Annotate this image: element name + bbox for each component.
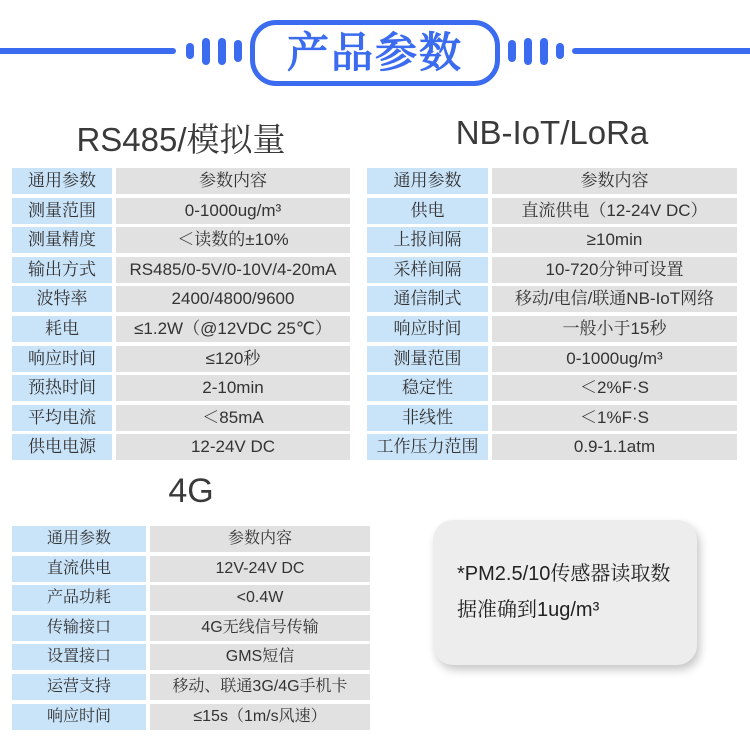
param-value: 一般小于15秒 — [492, 316, 737, 342]
signal-bar — [186, 43, 194, 59]
table-row — [12, 346, 350, 372]
table-row — [12, 585, 370, 611]
param-label: 设置接口 — [12, 644, 146, 670]
param-label: 运营支持 — [12, 674, 146, 700]
param-value: ＜读数的±10% — [116, 227, 350, 253]
param-label: 稳定性 — [367, 375, 488, 401]
signal-bars-left-icon — [186, 37, 242, 65]
table-row — [367, 168, 737, 194]
param-value: RS485/0-5V/0-10V/4-20mA — [116, 257, 350, 283]
section-title-nbiot-lora: NB-IoT/LoRa — [455, 114, 649, 151]
param-label: 预热时间 — [12, 375, 112, 401]
param-value: 参数内容 — [150, 526, 370, 552]
param-value: 2400/4800/9600 — [116, 286, 350, 312]
signal-bar — [508, 40, 516, 62]
table-row — [367, 227, 737, 253]
4g-spec-table — [12, 526, 370, 733]
param-value: 参数内容 — [116, 168, 350, 194]
banner-line-right — [572, 48, 750, 54]
param-value: 2-10min — [116, 375, 350, 401]
param-label: 通用参数 — [12, 168, 112, 194]
table-row — [12, 556, 370, 582]
table-row — [12, 198, 350, 224]
banner-line-left — [0, 48, 176, 54]
section-title-4g: 4G — [168, 472, 214, 510]
table-row — [12, 168, 350, 194]
table-row — [12, 644, 370, 670]
param-value: 0-1000ug/m³ — [116, 198, 350, 224]
param-value: 12V-24V DC — [150, 556, 370, 582]
table-row — [12, 615, 370, 641]
param-label: 测量范围 — [12, 198, 112, 224]
param-value: 移动、联通3G/4G手机卡 — [150, 674, 370, 700]
param-label: 上报间隔 — [367, 227, 488, 253]
table-row — [367, 198, 737, 224]
accuracy-note-box — [433, 520, 697, 665]
param-value: GMS短信 — [150, 644, 370, 670]
table-row — [367, 286, 737, 312]
param-label: 传输接口 — [12, 615, 146, 641]
page-title-badge — [250, 20, 500, 86]
param-label: 通信制式 — [367, 286, 488, 312]
param-value: 0.9-1.1atm — [492, 434, 737, 460]
table-row — [12, 434, 350, 460]
param-label: 响应时间 — [367, 316, 488, 342]
param-label: 供电 — [367, 198, 488, 224]
param-value: 直流供电（12-24V DC） — [492, 198, 737, 224]
param-value: ＜2%F·S — [492, 375, 737, 401]
table-row — [12, 405, 350, 431]
param-value: ＜85mA — [116, 405, 350, 431]
param-label: 平均电流 — [12, 405, 112, 431]
table-row — [12, 674, 370, 700]
param-value: 移动/电信/联通NB-IoT网络 — [492, 286, 737, 312]
nbiot-lora-spec-table — [367, 168, 737, 464]
param-label: 非线性 — [367, 405, 488, 431]
param-value: 0-1000ug/m³ — [492, 346, 737, 372]
page-title: 产品参数 — [286, 29, 463, 76]
param-label: 响应时间 — [12, 704, 146, 730]
signal-bar — [218, 38, 226, 65]
table-row — [12, 227, 350, 253]
param-label: 工作压力范围 — [367, 434, 488, 460]
table-row — [367, 346, 737, 372]
table-row — [12, 704, 370, 730]
table-row — [12, 257, 350, 283]
signal-bar — [556, 43, 564, 59]
param-label: 通用参数 — [12, 526, 146, 552]
param-value: ≤120秒 — [116, 346, 350, 372]
param-label: 输出方式 — [12, 257, 112, 283]
param-label: 采样间隔 — [367, 257, 488, 283]
param-value: ≤15s（1m/s风速） — [150, 704, 370, 730]
param-label: 测量精度 — [12, 227, 112, 253]
table-row — [367, 375, 737, 401]
param-value: <0.4W — [150, 585, 370, 611]
signal-bar — [540, 38, 548, 65]
param-label: 测量范围 — [367, 346, 488, 372]
param-value: 参数内容 — [492, 168, 737, 194]
table-row — [367, 434, 737, 460]
param-value: 12-24V DC — [116, 434, 350, 460]
param-label: 波特率 — [12, 286, 112, 312]
param-value: ≥10min — [492, 227, 737, 253]
accuracy-note-text: *PM2.5/10传感器读取数据准确到1ug/m³ — [457, 563, 671, 621]
param-label: 供电电源 — [12, 434, 112, 460]
param-value: ≤1.2W（@12VDC 25℃） — [116, 316, 350, 342]
section-title-rs485: RS485/模拟量 — [76, 121, 286, 158]
param-label: 产品功耗 — [12, 585, 146, 611]
param-value: 4G无线信号传输 — [150, 615, 370, 641]
param-value: ＜1%F·S — [492, 405, 737, 431]
table-row — [12, 375, 350, 401]
signal-bar — [234, 40, 242, 62]
signal-bar — [202, 38, 210, 65]
signal-bars-right-icon — [508, 37, 564, 65]
table-row — [367, 316, 737, 342]
param-label: 响应时间 — [12, 346, 112, 372]
table-row — [367, 257, 737, 283]
table-row — [12, 316, 350, 342]
param-label: 直流供电 — [12, 556, 146, 582]
table-row — [367, 405, 737, 431]
param-value: 10-720分钟可设置 — [492, 257, 737, 283]
rs485-spec-table — [12, 168, 350, 464]
param-label: 耗电 — [12, 316, 112, 342]
param-label: 通用参数 — [367, 168, 488, 194]
signal-bar — [524, 38, 532, 65]
table-row — [12, 286, 350, 312]
table-row — [12, 526, 370, 552]
